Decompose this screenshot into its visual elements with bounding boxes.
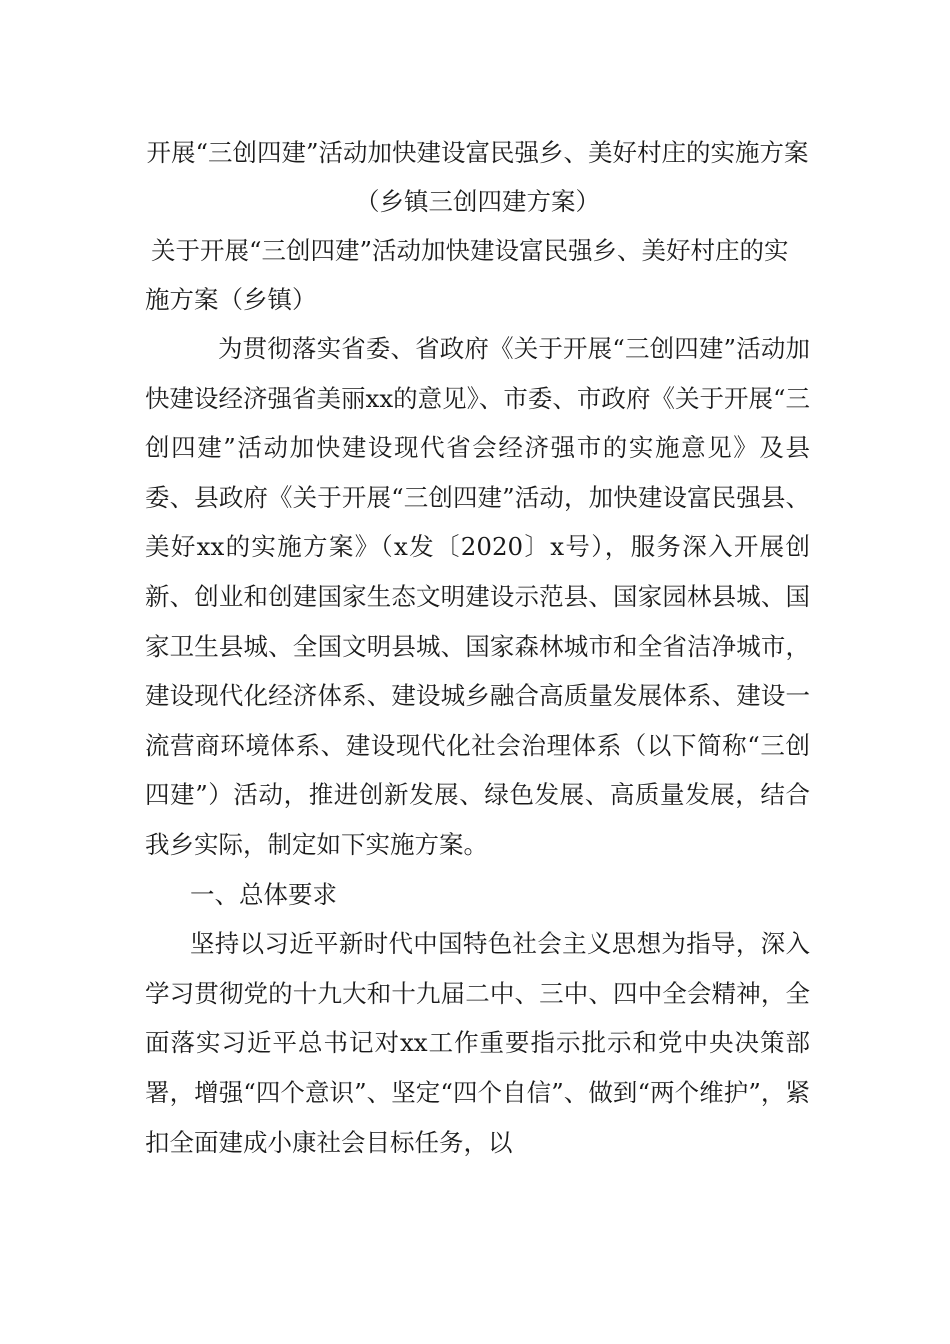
section-paragraph: 坚持以习近平新时代中国特色社会主义思想为指导，深入学习贯彻党的十九大和十九届二中、三中、四中全会精神，全面落实习近平总书记对xx工作重要指示批示和党中央决策部署，增强“四个意识”、坚定“四个自信”、做到“两个维护”，紧扣全面建成小康社会目标任务，以 <box>145 929 810 1157</box>
document-subtitle: 关于开展“三创四建”活动加快建设富民强乡、美好村庄的实施方案（乡镇） <box>145 236 789 314</box>
section-heading: 一、总体要求 <box>190 879 337 909</box>
document-title: 开展“三创四建”活动加快建设富民强乡、美好村庄的实施方案（乡镇三创四建方案） <box>146 138 809 216</box>
document-body <box>145 128 810 1167</box>
intro-paragraph: 为贯彻落实省委、省政府《关于开展“三创四建”活动加快建设经济强省美丽xx的意见》、市委、市政府《关于开展“三创四建”活动加快建设现代省会经济强市的实施意见》及县委、县政府《关于开展“三创四建”活动，加快建设富民强县、美好xx的实施方案》（x发〔2020〕x号），服务深入开展创新、创业和创建国家生态文明建设示范县、国家园林县城、国家卫生县城、全国文明县城、国家森林城市和全省洁净城市，建设现代化经济体系、建设城乡融合高质量发展体系、建设一流营商环境体系、建设现代化社会治理体系（以下简称“三创四建”）活动，推进创新发展、绿色发展、高质量发展，结合我乡实际，制定如下实施方案。 <box>145 334 810 859</box>
